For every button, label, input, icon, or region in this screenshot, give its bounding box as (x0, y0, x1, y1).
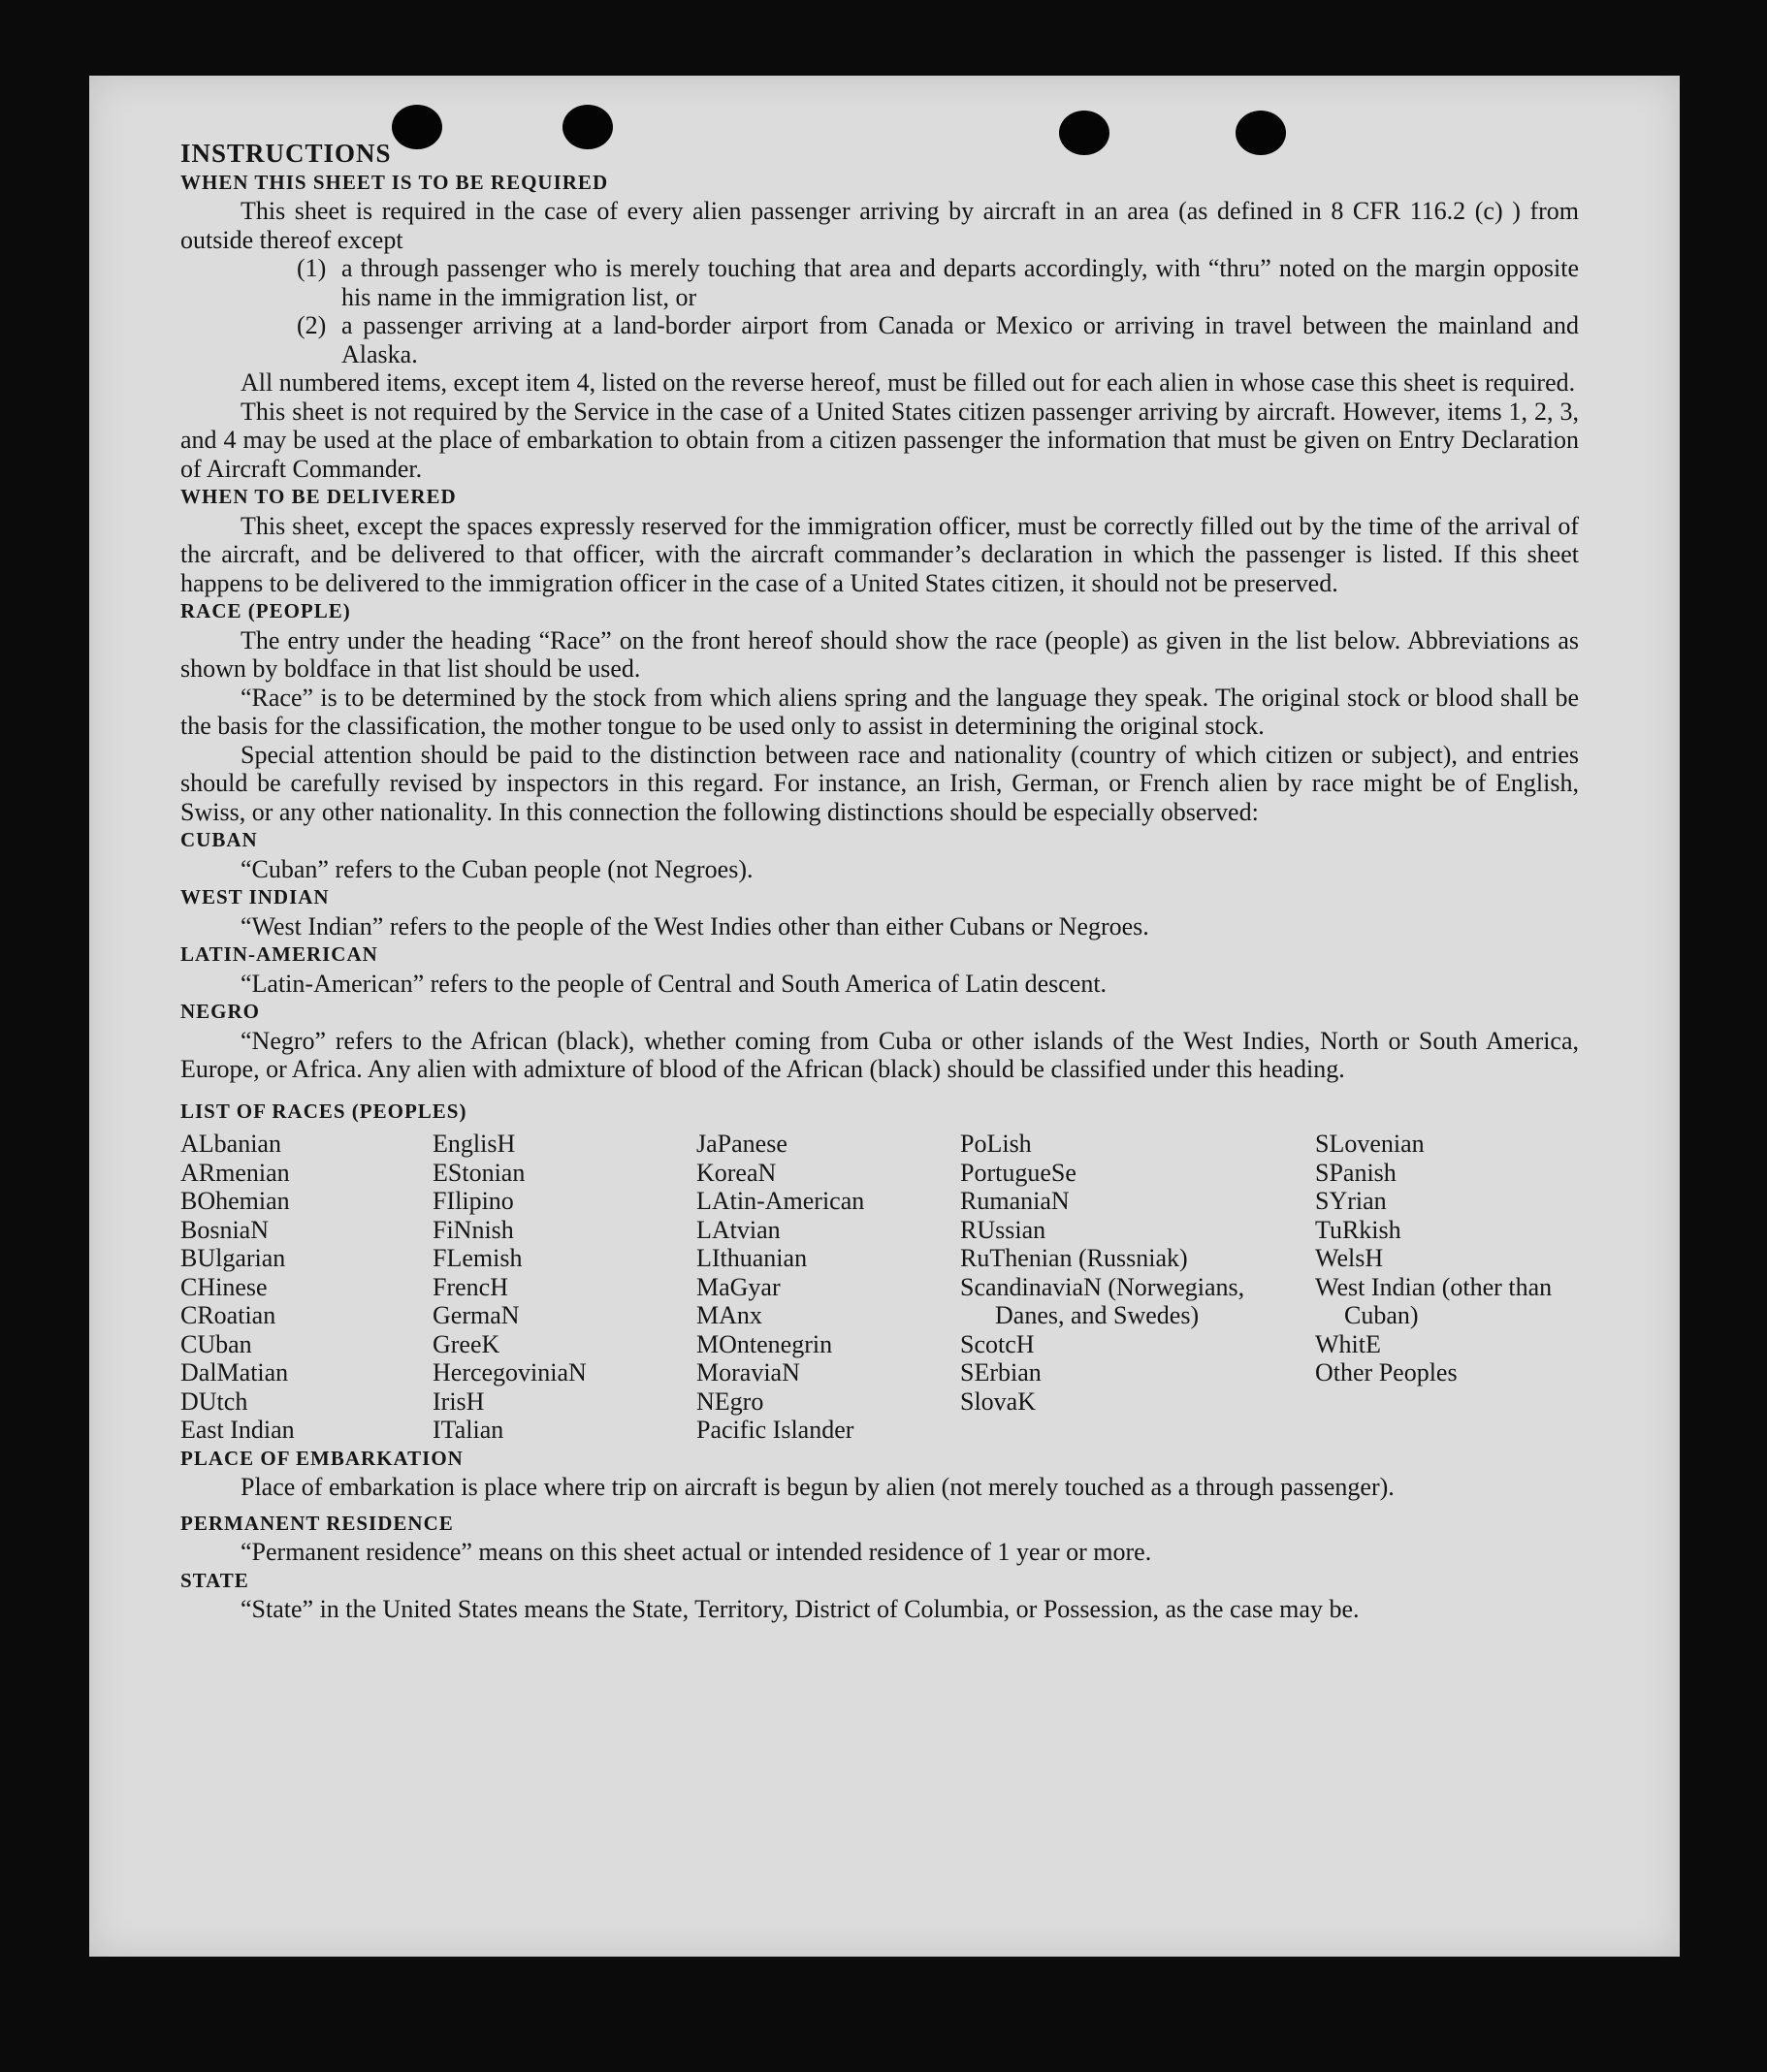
race-entry: Other Peoples (1315, 1358, 1458, 1387)
race-entry: ScandinaviaN (Norwegians, Danes, and Swedes) (960, 1272, 1245, 1329)
exception-item-2 (297, 311, 1579, 368)
race-entry: IrisH (433, 1387, 485, 1416)
when-delivered-heading: WHEN TO BE DELIVERED (180, 485, 457, 508)
latin-american-text: “Latin-American” refers to the people of Central and South America of Latin descent. (241, 969, 1108, 998)
residence-text: “Permanent residence” means on this sheet actual or intended residence of 1 year or more. (241, 1538, 1152, 1566)
race-entry: NEgro (696, 1387, 764, 1416)
race-entry: ALbanian (180, 1130, 281, 1158)
races-column-1 (180, 1130, 433, 1445)
race-entry: PoLish (960, 1130, 1032, 1158)
exception-item-1-text: a through passenger who is merely touching that area and departs accordingly, with “thru” noted on the margin opposite his name in the immigration list, or (341, 254, 1579, 311)
race-entry: DalMatian (180, 1358, 289, 1387)
race-entry: TuRkish (1315, 1215, 1401, 1244)
when-required-heading: WHEN THIS SHEET IS TO BE REQUIRED (180, 170, 609, 194)
race-entry: LAtin-American (696, 1187, 865, 1215)
race-heading: RACE (PEOPLE) (180, 599, 351, 622)
west-indian-text: “West Indian” refers to the people of the West Indies other than either Cubans or Negroes. (241, 911, 1149, 940)
races-list-heading: LIST OF RACES (PEOPLES) (180, 1099, 467, 1123)
race-entry: MOntenegrin (696, 1329, 833, 1358)
race-entry: BUlgarian (180, 1244, 286, 1272)
state-heading: STATE (180, 1568, 249, 1592)
race-entry: MaGyar (696, 1272, 781, 1301)
when-delivered-text: This sheet, except the spaces expressly reserved for the immigration officer, must be correctly filled out by the time of the arrival of the aircraft, and be delivered to that officer, with the aircraft commander’s declaration in which the passenger is listed. If this sheet happens to be delivered to the immigration officer in the case of a United States citizen, it should not be preserved. (180, 511, 1579, 597)
race-entry: SErbian (960, 1358, 1042, 1387)
race-entry: KoreaN (696, 1158, 777, 1187)
embarkation-text: Place of embarkation is place where trip on aircraft is begun by alien (not merely touched as a through passenger). (241, 1473, 1395, 1501)
race-entry: HercegoviniaN (433, 1358, 587, 1387)
race-entry: RuThenian (Russniak) (960, 1244, 1188, 1272)
race-entry: GermaN (433, 1301, 520, 1329)
race-entry: ScotcH (960, 1329, 1035, 1358)
latin-american-heading: LATIN-AMERICAN (180, 942, 378, 966)
race-entry: LIthuanian (696, 1244, 808, 1272)
race-entry: SlovaK (960, 1387, 1036, 1416)
races-column-2 (433, 1130, 696, 1445)
race-entry: WelsH (1315, 1244, 1384, 1272)
race-entry: SLovenian (1315, 1130, 1425, 1158)
race-entry: DUtch (180, 1387, 248, 1416)
race-entry: RumaniaN (960, 1187, 1070, 1215)
race-entry: FiNnish (433, 1215, 514, 1244)
race-entry: MoraviaN (696, 1358, 800, 1387)
instructions-document (180, 140, 1579, 1624)
race-entry: CRoatian (180, 1301, 276, 1329)
instructions-title: INSTRUCTIONS (180, 139, 392, 168)
race-entry: East Indian (180, 1416, 295, 1444)
race-entry: CUban (180, 1329, 252, 1358)
race-entry: RUssian (960, 1215, 1046, 1244)
race-entry: JaPanese (696, 1130, 787, 1158)
race-entry: FIlipino (433, 1187, 514, 1215)
race-entry: BosniaN (180, 1215, 269, 1244)
negro-text: “Negro” refers to the African (black), whether coming from Cuba or other islands of the West Indies, North or South America, Europe, or Africa. Any alien with admixture of blood of the African (black) should be classified under this heading. (180, 1026, 1579, 1083)
race-entry: SPanish (1315, 1158, 1397, 1187)
race-entry: PortugueSe (960, 1158, 1076, 1187)
race-entry: MAnx (696, 1301, 762, 1329)
race-paragraph-2: “Race” is to be determined by the stock from which aliens spring and the language they speak. The original stock or blood shall be the basis for the classification, the mother tongue to be used only to assist in determining the original stock. (180, 683, 1579, 740)
when-required-intro: This sheet is required in the case of every alien passenger arriving by aircraft in an area (as defined in 8 CFR 116.2 (c) ) from outside thereof except (180, 197, 1579, 254)
west-indian-heading: WEST INDIAN (180, 885, 330, 908)
race-entry: BOhemian (180, 1187, 290, 1215)
cuban-text: “Cuban” refers to the Cuban people (not Negroes). (241, 854, 754, 883)
races-column-5 (1315, 1130, 1579, 1445)
exception-item-1-number: (1) (297, 254, 327, 282)
race-entry: ARmenian (180, 1158, 290, 1187)
race-entry: SYrian (1315, 1187, 1387, 1215)
race-entry: CHinese (180, 1272, 268, 1301)
race-entry: FLemish (433, 1244, 523, 1272)
race-paragraph-1: The entry under the heading “Race” on the front hereof should show the race (people) as given in the list below. Abbreviations as shown by boldface in that list should be used. (180, 625, 1579, 683)
document-sheet (89, 76, 1680, 1957)
races-column-3 (696, 1130, 960, 1445)
numbered-items-paragraph: All numbered items, except item 4, listed on the reverse hereof, must be filled out for each alien in whose case this sheet is required. (241, 368, 1576, 397)
race-entry: Pacific Islander (696, 1416, 854, 1444)
race-entry: GreeK (433, 1329, 500, 1358)
races-column-4 (960, 1130, 1315, 1445)
race-entry: FrencH (433, 1272, 508, 1301)
race-entry: EnglisH (433, 1130, 516, 1158)
race-entry: WhitE (1315, 1329, 1381, 1358)
race-paragraph-3: Special attention should be paid to the distinction between race and nationality (country of which citizen or subject), and entries should be carefully revised by inspectors in this regard. For instance, an Irish, German, or French alien by race might be of English, Swiss, or any other nationality. In this connection the following distinctions should be especially observed: (180, 740, 1579, 826)
race-entry: ITalian (433, 1416, 504, 1444)
race-entry: West Indian (other than Cuban) (1315, 1272, 1553, 1329)
embarkation-heading: PLACE OF EMBARKATION (180, 1446, 464, 1470)
citizen-paragraph: This sheet is not required by the Service in the case of a United States citizen passenger arriving by aircraft. However, items 1, 2, 3, and 4 may be used at the place of embarkation to obtain from a citizen passenger the information that must be given on Entry Declaration of Aircraft Commander. (180, 397, 1579, 483)
race-entry: LAtvian (696, 1215, 781, 1244)
exception-item-2-number: (2) (297, 311, 327, 339)
exception-item-2-text: a passenger arriving at a land-border airport from Canada or Mexico or arriving in travel between the mainland and Alaska. (341, 311, 1579, 368)
negro-heading: NEGRO (180, 1000, 261, 1023)
race-entry: EStonian (433, 1158, 526, 1187)
cuban-heading: CUBAN (180, 828, 258, 851)
exception-item-1 (297, 254, 1579, 311)
races-list (180, 1130, 1579, 1445)
state-text: “State” in the United States means the State, Territory, District of Columbia, or Possession, as the case may be. (241, 1595, 1360, 1623)
residence-heading: PERMANENT RESIDENCE (180, 1511, 454, 1535)
